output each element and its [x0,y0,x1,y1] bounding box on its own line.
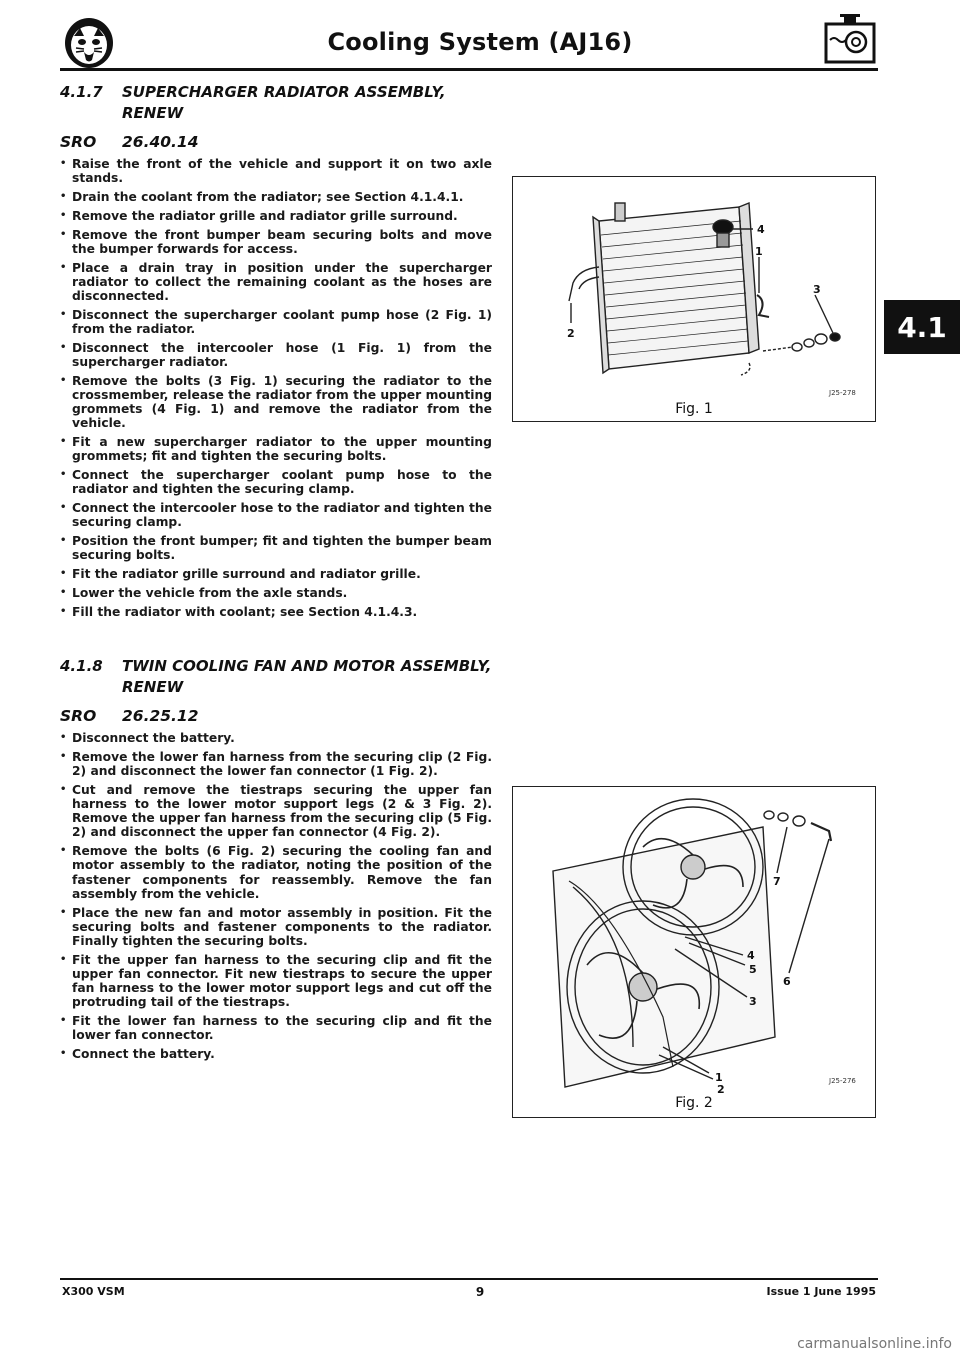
twin-fan-illustration [513,787,877,1119]
callout-label: 4 [747,949,755,962]
list-item: • Raise the front of the vehicle and support it on two axle stands. [60,157,492,185]
callout-label: 1 [715,1071,723,1084]
section-number: 4.1.7 [60,83,103,101]
callout-label: 4 [757,223,765,236]
section-tab-marker[interactable]: 4.1 [884,300,960,354]
figure-caption: Fig. 2 [675,1095,713,1111]
list-item: • Remove the bolts (3 Fig. 1) securing the radiator to the crossmember, release the radiator from the upper mounting grommets (4 Fig. 1) and remove the radiator from the vehicle. [60,374,492,431]
list-item: • Disconnect the supercharger coolant pump hose (2 Fig. 1) from the radiator. [60,308,492,336]
list-item: • Cut and remove the tiestraps securing the upper fan harness to the lower motor support legs (2 & 3 Fig. 2). Remove the upper fan harness from the securing clip (5 Fig. 2) and disconnect the upper fan connector (4 Fig. 2). [60,783,492,840]
page-number: 9 [475,1285,485,1299]
section-title: SUPERCHARGER RADIATOR ASSEMBLY, RENEW [122,83,446,122]
sro-code: 26.25.12 [122,707,199,725]
section-number: 4.1.8 [60,657,103,675]
list-item: • Place a drain tray in position under the supercharger radiator to collect the remaining coolant as the hoses are disconnected. [60,261,492,304]
section-heading [60,656,492,698]
list-item: • Connect the supercharger coolant pump hose to the radiator and tighten the securing clamp. [60,468,492,496]
section-4-1-8 [60,656,492,1061]
list-item: • Connect the intercooler hose to the radiator and tighten the securing clamp. [60,501,492,529]
section-heading [60,82,492,124]
sro-label: SRO [60,133,97,151]
section-title: TWIN COOLING FAN AND MOTOR ASSEMBLY, RENEW [122,657,492,696]
callout-label: 1 [755,245,763,258]
list-item: • Remove the lower fan harness from the securing clip (2 Fig. 2) and disconnect the lower fan connector (1 Fig. 2). [60,750,492,778]
callout-label: 2 [717,1083,725,1096]
step-list [60,731,492,1061]
figure-caption: Fig. 1 [675,401,713,417]
section-4-1-7 [60,82,492,619]
sro-line [60,133,492,151]
list-item: • Position the front bumper; fit and tighten the bumper beam securing bolts. [60,534,492,562]
footer-document-code: X300 VSM [62,1285,125,1298]
footer-rule [60,1278,878,1280]
radiator-illustration [513,177,877,423]
list-item: • Lower the vehicle from the axle stands. [60,586,492,600]
figure-2 [512,786,876,1118]
list-item: • Fit the upper fan harness to the securing clip and fit the upper fan connector. Fit new tiestraps to secure the upper fan harness to the lower motor support legs and cut off the protruding tail of the tiestraps. [60,953,492,1010]
callout-label: 7 [773,875,781,888]
callout-label: 2 [567,327,575,340]
watermark: carmanualsonline.info [797,1336,952,1352]
callout-label: 6 [783,975,791,988]
cooling-system-icon [822,10,878,66]
list-item: • Disconnect the intercooler hose (1 Fig. 1) from the supercharger radiator. [60,341,492,369]
page-title: Cooling System (AJ16) [327,28,633,56]
sro-code: 26.40.14 [122,133,199,151]
list-item: • Disconnect the battery. [60,731,492,745]
main-content [60,82,492,1066]
figure-reference: J25-276 [829,1077,856,1085]
list-item: • Fit the lower fan harness to the securing clip and fit the lower fan connector. [60,1014,492,1042]
header-rule [60,68,878,71]
callout-label: 5 [749,963,757,976]
step-list [60,157,492,619]
list-item: • Place the new fan and motor assembly in position. Fit the securing bolts and fastener components to the radiator. Finally tighten the securing bolts. [60,906,492,949]
footer-issue-date: Issue 1 June 1995 [766,1285,876,1298]
callout-label: 3 [813,283,821,296]
list-item: • Fit the radiator grille surround and radiator grille. [60,567,492,581]
list-item: • Fill the radiator with coolant; see Section 4.1.4.3. [60,605,492,619]
list-item: • Fit a new supercharger radiator to the upper mounting grommets; fit and tighten the securing bolts. [60,435,492,463]
figure-reference: J25-278 [829,389,856,397]
sro-line [60,707,492,725]
sro-label: SRO [60,707,97,725]
list-item: • Remove the bolts (6 Fig. 2) securing the cooling fan and motor assembly to the radiator, noting the position of the fastener components for reassembly. Remove the fan assembly from the vehicle. [60,844,492,901]
figure-1 [512,176,876,422]
callout-label: 3 [749,995,757,1008]
list-item: • Connect the battery. [60,1047,492,1061]
list-item: • Remove the front bumper beam securing bolts and move the bumper forwards for access. [60,228,492,256]
list-item: • Drain the coolant from the radiator; see Section 4.1.4.1. [60,190,492,204]
list-item: • Remove the radiator grille and radiator grille surround. [60,209,492,223]
